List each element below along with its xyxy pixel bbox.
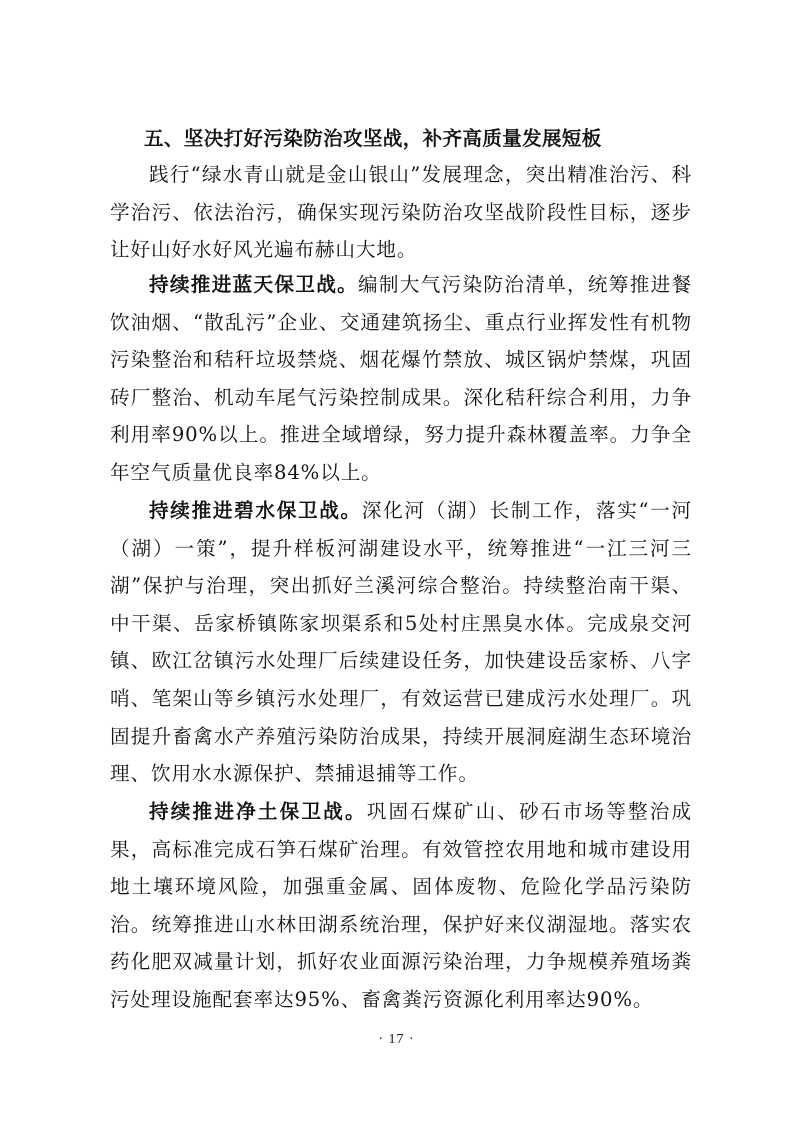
blue-sky-paragraph — [110, 266, 692, 492]
paragraph-text: 深化河（湖）长制工作，落实“一河（湖）一策”，提升样板河湖建设水平，统筹推进“一江三河三湖”保护与治理，突出抓好兰溪河综合整治。持续整治南干渠、中干渠、岳家桥镇陈家坝渠系和5处村庄黑臭水体。完成泉交河镇、欧江岔镇污水处理厂后续建设任务，加快建设岳家桥、八字哨、笔架山等乡镇污水处理厂，有效运营已建成污水处理厂。巩固提升畜禽水产养殖污染防治成果，持续开展洞庭湖生态环境治理、饮用水水源保护、禁捕退捕等工作。 — [110, 499, 693, 786]
paragraph-lead: 持续推进净土保卫战。 — [149, 800, 367, 823]
paragraph-lead: 持续推进蓝天保卫战。 — [149, 273, 358, 296]
paragraph-text: 编制大气污染防治清单，统筹推进餐饮油烟、“散乱污”企业、交通建筑扬尘、重点行业挥发性有机物污染整治和秸秆垃圾禁烧、烟花爆竹禁放、城区锅炉禁煤，巩固砖厂整治、机动车尾气污染控制成果。深化秸秆综合利用，力争利用率90%以上。推进全域增绿，努力提升森林覆盖率。力争全年空气质量优良率84%以上。 — [110, 273, 692, 484]
intro-paragraph — [110, 156, 692, 269]
paragraph-lead: 持续推进碧水保卫战。 — [149, 499, 362, 522]
paragraph-text: 践行“绿水青山就是金山银山”发展理念，突出精准治污、科学治污、依法治污，确保实现污染防治攻坚战阶段性目标，逐步让好山好水好风光遍布赫山大地。 — [110, 163, 692, 262]
clean-soil-paragraph — [110, 793, 692, 1019]
clear-water-paragraph — [110, 492, 692, 793]
paragraph-text: 巩固石煤矿山、砂石市场等整治成果，高标准完成石笋石煤矿治理。有效管控农用地和城市建设用地土壤环境风险，加强重金属、固体废物、危险化学品污染防治。统筹推进山水林田湖系统治理，保护好来仪湖湿地。落实农药化肥双减量计划，抓好农业面源污染治理，力争规模养殖场粪污处理设施配套率达95%、畜禽粪污资源化利用率达90%。 — [110, 800, 693, 1011]
section-heading: 五、坚决打好污染防治攻坚战，补齐高质量发展短板 — [144, 127, 602, 150]
page-number: · 17 · — [378, 1032, 415, 1047]
